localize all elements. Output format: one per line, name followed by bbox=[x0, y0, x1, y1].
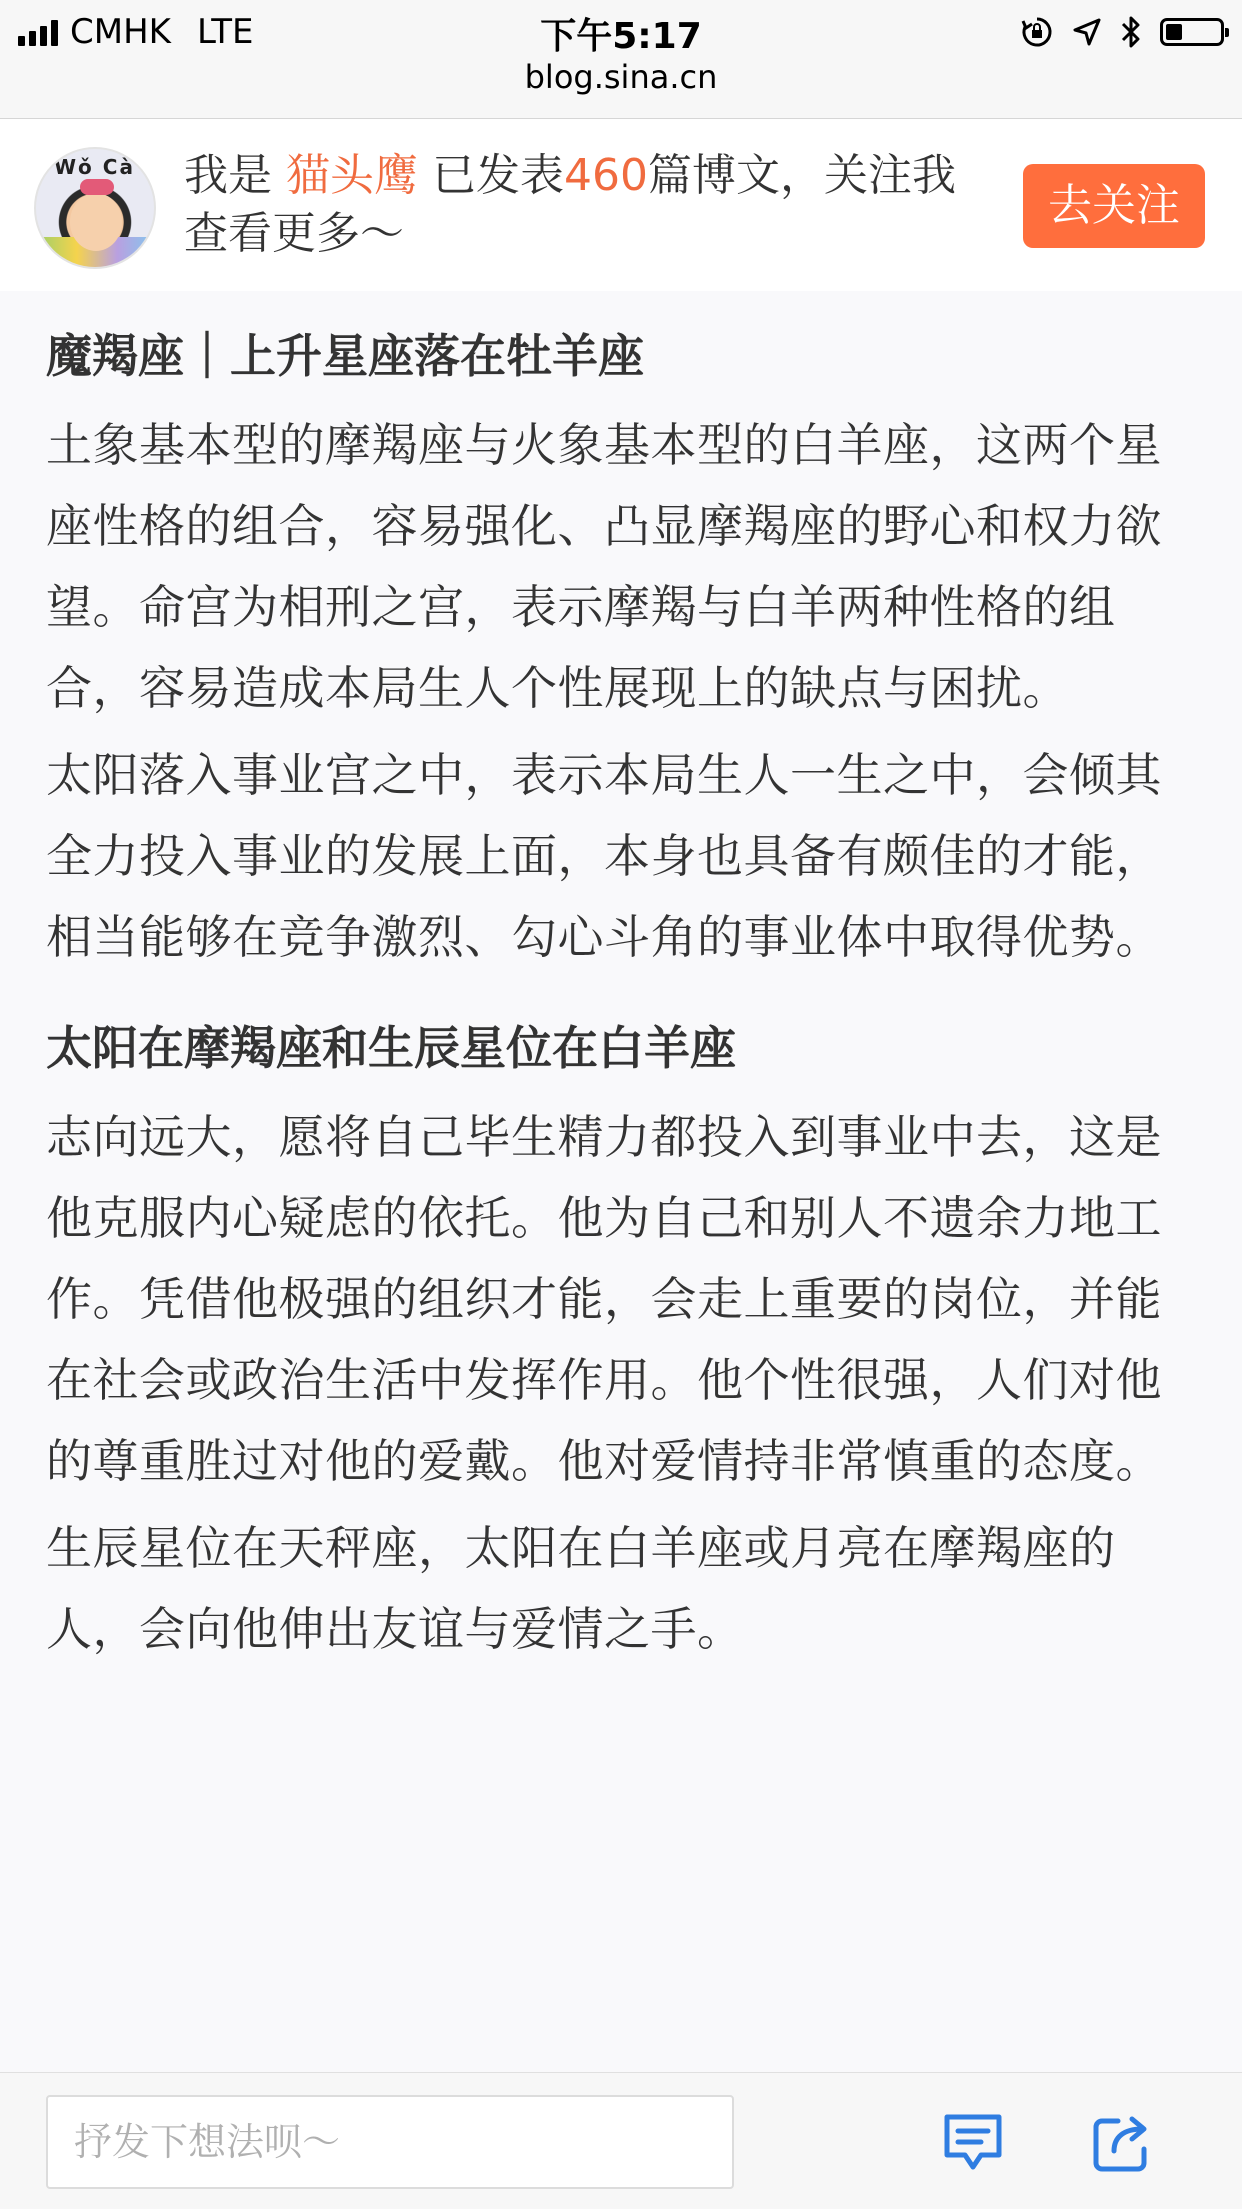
article-paragraph: 志向远大，愿将自己毕生精力都投入到事业中去，这是他克服内心疑虑的依托。他为自己和别人不遗余力地工作。凭借他极强的组织才能，会走上重要的岗位，并能在社会或政治生活中发挥作用。他个性很强，人们对他的尊重胜过对他的爱戴。他对爱情持非常慎重的态度。 bbox=[46, 1110, 1162, 1488]
bluetooth-icon bbox=[1120, 15, 1142, 49]
status-bar bbox=[0, 0, 1242, 119]
bottom-comment-bar bbox=[0, 2072, 1242, 2209]
carrier-name: CMHK bbox=[70, 12, 171, 52]
status-right bbox=[1020, 12, 1224, 52]
battery-icon bbox=[1160, 18, 1224, 46]
article-body bbox=[46, 300, 1196, 1670]
share-icon[interactable] bbox=[1090, 2111, 1154, 2175]
article-paragraph: 土象基本型的摩羯座与火象基本型的白羊座，这两个星座性格的组合，容易强化、凸显摩羯座的野心和权力欲望。命宫为相刑之宫，表示摩羯与白羊两种性格的组合，容易造成本局生人个性展现上的缺点与困扰。 bbox=[46, 418, 1162, 715]
author-bar bbox=[0, 119, 1242, 291]
intro-prefix: 我是 bbox=[184, 150, 272, 201]
author-intro bbox=[184, 147, 984, 263]
section-heading: 太阳在摩羯座和生辰星位在白羊座 bbox=[46, 1021, 736, 1075]
network-type: LTE bbox=[196, 12, 254, 52]
comment-icon[interactable] bbox=[941, 2111, 1005, 2175]
article-paragraph: 生辰星位在天秤座，太阳在白羊座或月亮在摩羯座的人，会向他伸出友谊与爱情之手。 bbox=[46, 1521, 1116, 1656]
address-url[interactable]: blog.sina.cn bbox=[524, 58, 718, 96]
post-count: 460 bbox=[564, 150, 648, 201]
article-paragraph: 太阳落入事业宫之中，表示本局生人一生之中，会倾其全力投入事业的发展上面，本身也具备有颇佳的才能，相当能够在竞争激烈、勾心斗角的事业体中取得优势。 bbox=[46, 748, 1162, 964]
status-time: 下午5:17 bbox=[540, 16, 702, 57]
follow-button[interactable]: 去关注 bbox=[1023, 164, 1205, 248]
intro-suffix: 篇博文，关注我查看更多～ bbox=[184, 150, 956, 259]
location-arrow-icon bbox=[1072, 17, 1102, 47]
orientation-lock-icon bbox=[1020, 15, 1054, 49]
author-name[interactable]: 猫头鹰 bbox=[286, 150, 418, 201]
avatar-text: Wǒ Cà bbox=[54, 155, 135, 179]
comment-input[interactable] bbox=[46, 2095, 734, 2189]
article-heading: 魔羯座｜上升星座落在牡羊座 bbox=[46, 329, 644, 383]
avatar[interactable] bbox=[34, 147, 156, 269]
intro-middle: 已发表 bbox=[432, 150, 564, 201]
